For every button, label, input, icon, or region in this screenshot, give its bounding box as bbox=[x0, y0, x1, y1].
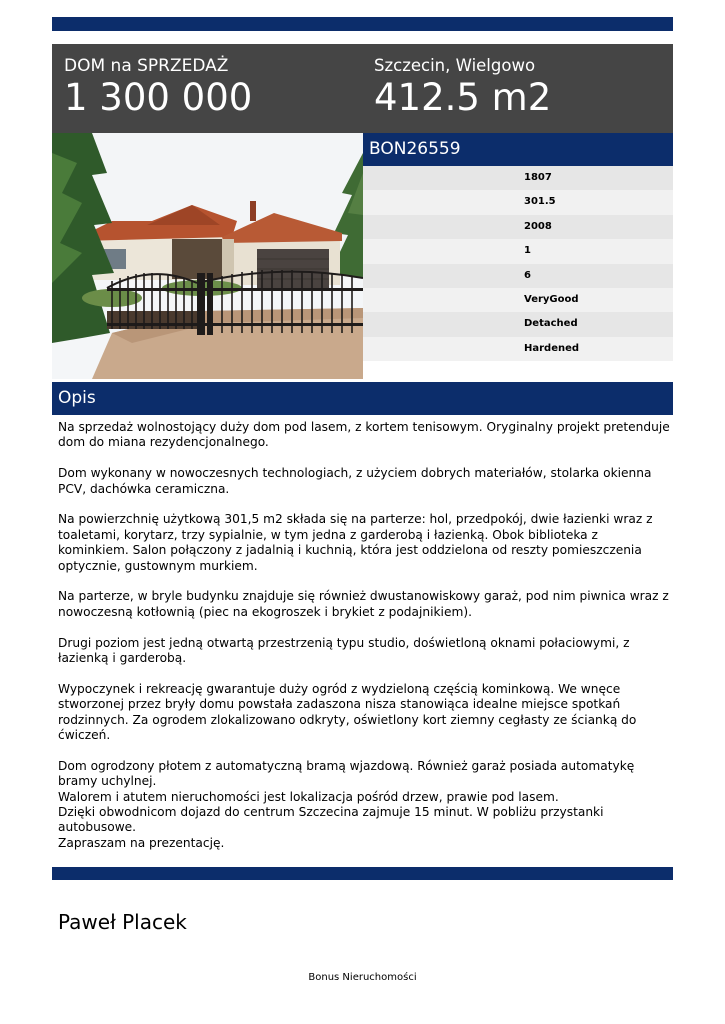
description-paragraph: Walorem i atutem nieruchomości jest lokalizacja pośród drzew, prawie pod lasem. bbox=[58, 789, 559, 804]
agent-name: Paweł Placek bbox=[58, 910, 187, 934]
top-accent-bar bbox=[52, 17, 673, 31]
description-paragraph: Dzięki obwodnicom dojazd do centrum Szczecina zajmuje 15 minut. W pobliżu przystanki autobusowe. bbox=[58, 805, 604, 835]
attribute-row: Detached bbox=[363, 312, 673, 336]
location: Szczecin, Wielgowo bbox=[374, 56, 536, 75]
price-block bbox=[64, 56, 252, 120]
description-paragraph: Dom wykonany w nowoczesnych technologiach, z użyciem dobrych materiałów, stolarka okienna PCV, dachówka ceramiczna. bbox=[58, 466, 652, 496]
description-paragraph: Wypoczynek i rekreację gwarantuje duży ogród z wydzieloną częścią kominkową. We wnęce stworzonej przez bryły domu powstała zadaszona nisza stanowiąca idealne miejsce spotkań rodzinnych. Za ogrodem zlokalizowano odkryty, oświetlony kort ziemny cegłasty ze ścianką do ćwiczeń. bbox=[58, 681, 637, 743]
listing-id: BON26559 bbox=[363, 133, 673, 166]
attribute-row: VeryGood bbox=[363, 288, 673, 312]
description-heading: Opis bbox=[52, 382, 673, 415]
attribute-row: Hardened bbox=[363, 337, 673, 361]
description-paragraph: Na powierzchnię użytkową 301,5 m2 składa się na parterze: hol, przedpokój, dwie łazienki wraz z toaletami, korytarz, trzy sypialnie, w tym jedna z garderobą i łazienką. Obok biblioteka z kominkiem. Salon połączony z jadalnią i kuchnią, która jest oddzielona od reszty pomieszczenia optycznie, gustownym murkiem. bbox=[58, 512, 653, 573]
bottom-accent-bar bbox=[52, 867, 673, 880]
attribute-row: 1807 bbox=[363, 166, 673, 190]
description-paragraph: Zapraszam na prezentację. bbox=[58, 835, 225, 850]
area: 412.5 m2 bbox=[374, 76, 552, 119]
property-photo bbox=[52, 133, 363, 379]
description-paragraph: Na sprzedaż wolnostojący duży dom pod lasem, z kortem tenisowym. Oryginalny projekt pretenduje dom do miana rezydencjonalnego. bbox=[58, 420, 670, 450]
description-paragraph: Na parterze, w bryle budynku znajduje się również dwustanowiskowy garaż, pod nim piwnica wraz z nowoczesną kotłownią (piec na ekogroszek i brykiet z podajnikiem). bbox=[58, 589, 669, 619]
agency-name: Bonus Nieruchomości bbox=[308, 972, 417, 983]
location-block bbox=[374, 56, 551, 120]
description-paragraph: Dom ogrodzony płotem z automatyczną bramą wjazdową. Również garaż posiada automatykę bramy uchylnej. bbox=[58, 758, 635, 789]
attribute-row: 2008 bbox=[363, 215, 673, 239]
attribute-row: 6 bbox=[363, 264, 673, 288]
attribute-list bbox=[363, 166, 673, 361]
attribute-row: 1 bbox=[363, 239, 673, 263]
listing-header bbox=[52, 44, 673, 133]
offer-type: DOM na SPRZEDAŻ bbox=[64, 56, 229, 76]
attribute-row: 301.5 bbox=[363, 190, 673, 214]
description-body bbox=[58, 420, 670, 851]
price: 1 300 000 bbox=[64, 76, 253, 119]
description-paragraph: Drugi poziom jest jedną otwartą przestrzenią typu studio, doświetloną oknami połaciowymi, z łazienką i garderobą. bbox=[58, 635, 630, 666]
